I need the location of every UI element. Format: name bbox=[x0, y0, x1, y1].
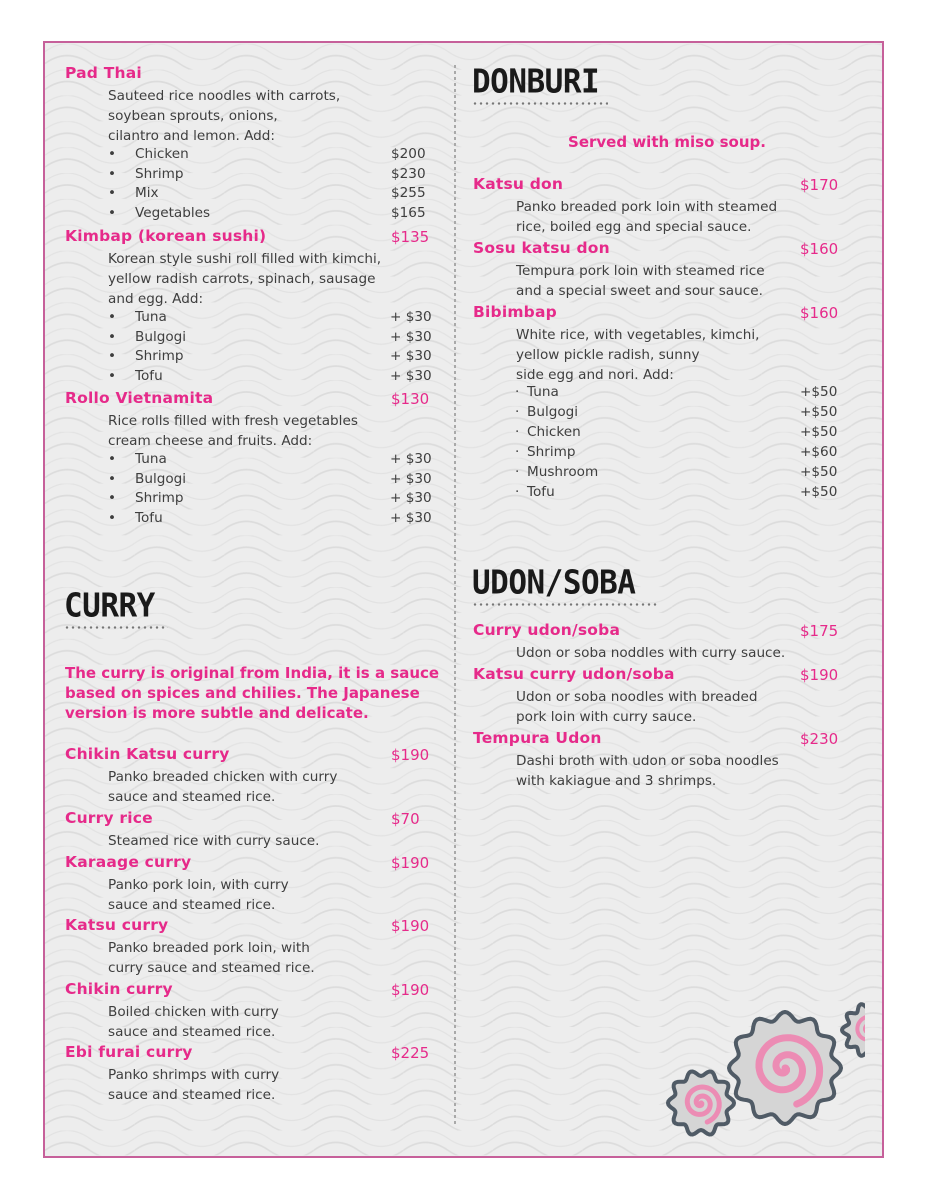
item-description: side egg and nori. Add: bbox=[516, 367, 674, 383]
item-description: sauce and steamed rice. bbox=[108, 789, 276, 805]
item-title: Karaage curry bbox=[65, 853, 192, 871]
option-price: +$60 bbox=[800, 444, 838, 460]
item-description: Udon or soba noddles with curry sauce. bbox=[516, 645, 786, 661]
item-description: Panko breaded pork loin, with bbox=[108, 940, 310, 956]
menu-page bbox=[43, 41, 884, 1158]
option-bullet: · bbox=[515, 444, 520, 460]
option-price: +$50 bbox=[800, 484, 838, 500]
option-name: Tuna bbox=[135, 451, 167, 467]
option-bullet: • bbox=[108, 146, 117, 162]
item-description: Panko shrimps with curry bbox=[108, 1067, 280, 1083]
item-description: yellow pickle radish, sunny bbox=[516, 347, 700, 363]
item-price: $190 bbox=[391, 854, 430, 872]
option-bullet: · bbox=[515, 384, 520, 400]
donburi-heading-underline bbox=[472, 102, 608, 105]
option-bullet: · bbox=[515, 424, 520, 440]
udon-soba-heading-underline bbox=[472, 603, 658, 606]
option-name: Tofu bbox=[135, 367, 163, 384]
item-description: sauce and steamed rice. bbox=[108, 897, 276, 913]
option-name: Shrimp bbox=[135, 348, 184, 365]
curry-intro-note: based on spices and chilies. The Japanese bbox=[65, 684, 420, 702]
option-name: Shrimp bbox=[135, 490, 184, 507]
curry-intro-note: version is more subtle and delicate. bbox=[65, 704, 369, 722]
option-name: Shrimp bbox=[135, 165, 184, 182]
option-name: Chicken bbox=[527, 424, 581, 440]
option-bullet: • bbox=[108, 204, 117, 221]
item-description: Udon or soba noodles with breaded bbox=[516, 689, 758, 705]
option-price: $200 bbox=[391, 146, 426, 162]
option-name: Mushroom bbox=[527, 464, 599, 480]
option-name: Bulgogi bbox=[527, 404, 579, 420]
option-bullet: • bbox=[108, 348, 117, 365]
item-title: Pad Thai bbox=[65, 64, 142, 82]
item-description: and a special sweet and sour sauce. bbox=[516, 283, 763, 299]
item-description: Tempura pork loin with steamed rice bbox=[516, 263, 765, 279]
item-description: Panko breaded chicken with curry bbox=[108, 769, 338, 785]
item-price: $190 bbox=[391, 746, 430, 764]
item-description: with kakiague and 3 shrimps. bbox=[516, 773, 717, 789]
item-description: Sauteed rice noodles with carrots, bbox=[108, 88, 341, 104]
narutomaki-small-top-body bbox=[842, 1004, 865, 1055]
item-description: sauce and steamed rice. bbox=[108, 1024, 276, 1040]
option-bullet: • bbox=[108, 309, 117, 325]
option-price: + $30 bbox=[390, 490, 432, 507]
narutomaki-illustration bbox=[615, 958, 865, 1138]
column-divider bbox=[454, 65, 456, 1127]
item-description: Korean style sushi roll filled with kimchi, bbox=[108, 251, 382, 267]
option-bullet: • bbox=[108, 509, 117, 526]
curry-heading: CURRY bbox=[64, 587, 155, 625]
item-price: $70 bbox=[391, 810, 420, 828]
item-title: Chikin Katsu curry bbox=[65, 745, 230, 763]
option-price: + $30 bbox=[390, 328, 432, 345]
option-price: $255 bbox=[391, 185, 426, 202]
item-title: Kimbap (korean sushi) bbox=[65, 227, 267, 245]
donburi-heading: DONBURI bbox=[472, 63, 600, 101]
option-bullet: • bbox=[108, 451, 117, 467]
option-bullet: · bbox=[515, 404, 520, 420]
item-description: and egg. Add: bbox=[108, 291, 204, 307]
item-price: $230 bbox=[800, 730, 839, 748]
item-description: Panko pork loin, with curry bbox=[108, 877, 289, 893]
option-price: + $30 bbox=[390, 509, 432, 526]
item-title: Rollo Vietnamita bbox=[65, 389, 214, 407]
option-price: + $30 bbox=[390, 309, 432, 325]
option-bullet: • bbox=[108, 165, 117, 182]
option-name: Mix bbox=[135, 185, 159, 202]
option-bullet: • bbox=[108, 367, 117, 384]
item-price: $190 bbox=[800, 666, 839, 684]
option-bullet: • bbox=[108, 328, 117, 345]
item-description: cream cheese and fruits. Add: bbox=[108, 433, 313, 449]
item-description: Rice rolls filled with fresh vegetables bbox=[108, 413, 358, 429]
item-price: $175 bbox=[800, 622, 839, 640]
donburi-note: Served with miso soup. bbox=[568, 133, 766, 151]
item-price: $160 bbox=[800, 240, 839, 258]
option-price: +$50 bbox=[800, 424, 838, 440]
item-title: Katsu don bbox=[473, 175, 564, 193]
item-title: Katsu curry udon/soba bbox=[473, 665, 675, 683]
item-price: $190 bbox=[391, 981, 430, 999]
item-title: Bibimbap bbox=[473, 303, 557, 321]
option-bullet: • bbox=[108, 185, 117, 202]
item-title: Katsu curry bbox=[65, 916, 169, 934]
option-price: +$50 bbox=[800, 384, 838, 400]
curry-intro-note: The curry is original from India, it is a sauce bbox=[65, 664, 440, 682]
option-name: Tofu bbox=[527, 484, 555, 500]
item-description: Steamed rice with curry sauce. bbox=[108, 833, 320, 849]
option-price: $165 bbox=[391, 204, 426, 221]
item-title: Chikin curry bbox=[65, 980, 173, 998]
item-price: $225 bbox=[391, 1044, 430, 1062]
option-bullet: • bbox=[108, 470, 117, 487]
option-price: + $30 bbox=[390, 470, 432, 487]
item-title: Sosu katsu don bbox=[473, 239, 610, 257]
item-description: Boiled chicken with curry bbox=[108, 1004, 279, 1020]
item-description: Panko breaded pork loin with steamed bbox=[516, 199, 778, 215]
item-description: rice, boiled egg and special sauce. bbox=[516, 219, 752, 235]
option-name: Tuna bbox=[527, 384, 559, 400]
item-price: $130 bbox=[391, 390, 430, 408]
item-description: sauce and steamed rice. bbox=[108, 1087, 276, 1103]
option-name: Bulgogi bbox=[135, 328, 187, 345]
item-price: $160 bbox=[800, 304, 839, 322]
item-description: soybean sprouts, onions, bbox=[108, 108, 278, 124]
option-bullet: · bbox=[515, 464, 520, 480]
option-name: Shrimp bbox=[527, 444, 576, 460]
option-price: +$50 bbox=[800, 464, 838, 480]
item-description: Dashi broth with udon or soba noodles bbox=[516, 753, 779, 769]
item-title: Ebi furai curry bbox=[65, 1043, 193, 1061]
option-name: Chicken bbox=[135, 146, 189, 162]
item-description: yellow radish carrots, spinach, sausage bbox=[108, 271, 376, 287]
option-name: Bulgogi bbox=[135, 470, 187, 487]
item-description: curry sauce and steamed rice. bbox=[108, 960, 315, 976]
item-price: $135 bbox=[391, 228, 430, 246]
item-price: $170 bbox=[800, 176, 839, 194]
option-name: Tofu bbox=[135, 509, 163, 526]
option-price: + $30 bbox=[390, 367, 432, 384]
item-description: cilantro and lemon. Add: bbox=[108, 128, 275, 144]
item-price: $190 bbox=[391, 917, 430, 935]
option-bullet: • bbox=[108, 490, 117, 507]
item-description: White rice, with vegetables, kimchi, bbox=[516, 327, 760, 343]
item-title: Curry rice bbox=[65, 809, 153, 827]
option-price: + $30 bbox=[390, 348, 432, 365]
item-description: pork loin with curry sauce. bbox=[516, 709, 697, 725]
item-title: Curry udon/soba bbox=[473, 621, 621, 639]
udon-soba-heading: UDON/SOBA bbox=[472, 564, 636, 602]
option-price: $230 bbox=[391, 165, 426, 182]
curry-heading-underline bbox=[64, 626, 168, 629]
item-title: Tempura Udon bbox=[473, 729, 602, 747]
option-name: Tuna bbox=[135, 309, 167, 325]
option-name: Vegetables bbox=[135, 204, 211, 221]
option-price: +$50 bbox=[800, 404, 838, 420]
option-bullet: · bbox=[515, 484, 520, 500]
option-price: + $30 bbox=[390, 451, 432, 467]
